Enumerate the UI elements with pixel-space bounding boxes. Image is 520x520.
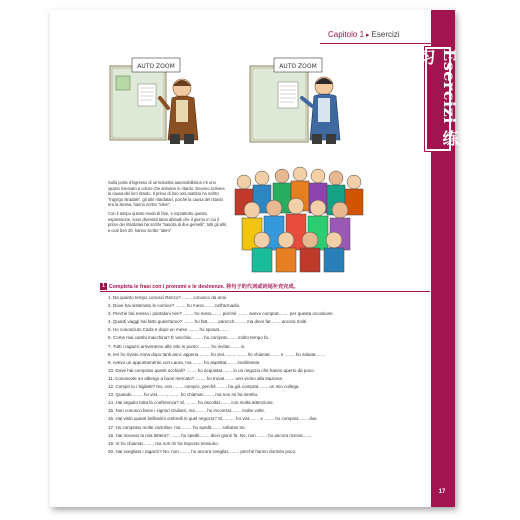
exercise-item: 5. Ho conosciuto Carla e dopo un mese ........ ho sposat........ xyxy=(108,327,230,333)
exercise-item: 11. Conoscete un albergo a buon mercato? ........ ho trovat........ uno vicino alla stazione. xyxy=(108,375,284,381)
exercise-item: 1. Da quanto tempo conosci Renzo? ........ conosco da anni. xyxy=(108,295,228,300)
exercise-item: 13. Quando ........ ho vist........, ........ ho chiamat........, ma non mi ha sentito. xyxy=(108,392,259,398)
exercise-title: Completa le frasi con i pronomi e le desinenze. xyxy=(109,284,225,290)
exercise-item: 14. Hai seguito tutta la conferenza? Sì, ........ ho ascoltat........ con molta attenzione. xyxy=(108,400,274,406)
exercise-item: 10. Dove hai comprato questi occhiali? ........ ho acquistat........ in un negozio che hanno aperto da poco. xyxy=(108,367,315,373)
exercise-list xyxy=(108,294,423,456)
esercizi-tab-label: Esercizi 练习 xyxy=(427,49,449,149)
section-label: Esercizi xyxy=(371,30,400,39)
exercise-item: 17. Ho comprato molte cartoline, ma ........ ho spedit........ soltanto tre. xyxy=(108,424,247,430)
illustration-right-graphic xyxy=(246,54,356,146)
exercise-heading xyxy=(100,283,430,290)
exercise-item: 3. Perché hai messo i pantaloni neri? ........ ho mess........ perché ........ avevo comprat........ per questa occasione. xyxy=(108,311,334,317)
sign-text-right: AUTO ZOOM xyxy=(279,63,317,70)
header-divider xyxy=(320,43,431,44)
illustration-right xyxy=(246,54,356,146)
exercise-item: 12. Compri tu i biglietti? No, non ........ compro, perché ........ ha già comprat........ un mio collega. xyxy=(108,384,300,390)
esercizi-tab xyxy=(417,46,459,152)
chapter-header xyxy=(328,30,400,39)
exercise-item: 6. Come mai cambi macchina? È vecchia; ........ ho comprat........ molto tempo fa. xyxy=(108,335,270,341)
page-number: 17 xyxy=(438,489,446,495)
exercise-item: 7. Tutti i ragazzi arriveranno alle otto in punto; ........ ho invitat........ io. xyxy=(108,343,246,349)
story-caption xyxy=(108,180,228,236)
caption-paragraph-1: Sulla porta d'ingresso di un'industria automobilistica c'è uno spazio riservato a coloro che arrivano in ritardo. Devono scrivere la causa del loro ritardo. Il primo di loro una mattina ha scritto "ingorgo stradale", gli altri ritardatari, poiché la causa del ritardo era la stessa, hanno scritto "idem". xyxy=(108,180,225,208)
textbook-page xyxy=(50,10,459,507)
caption-paragraph-2: Con il tempo questo modo di fare, e soprattutto questa espressione, sono diventati tanto abituali che il giorno in cui il primo dei ritardatari ha scritto "nascita di due gemelli", tutti gli altri, e cioè ben 20, hanno scritto "idem". xyxy=(108,210,228,233)
exercise-item: 16. Hai visto quanti bellissimi ombrelli in quel negozio? Sì, ........ ho vist........ e ........ ho comprat........ due. xyxy=(108,416,318,422)
illustration-crowd xyxy=(230,160,368,272)
exercise-title-cn: 将句子的代词或词尾补充完成。 xyxy=(226,284,299,290)
exercise-item: 2. Dove hai sistemato le cornice? ........ ho mess........ nell'armadio. xyxy=(108,303,241,309)
crowd-graphic xyxy=(230,160,368,272)
exercise-item: 20. Hai svegliato i ragazzi? No, non ........ ho ancora svegliat........, perché hanno dormito poco. xyxy=(108,448,297,454)
exercise-item: 15. Non conosco bene i signori Giuliani, ma ........ ho incontrat........ molte volte. xyxy=(108,408,266,414)
exercise-item: 4. Quanti viaggi hai fatto quest'anno? ........ ho fatt........ parecch........, ma devo far........ ancora molti. xyxy=(108,319,308,325)
exercise-number-badge: 1 xyxy=(100,283,107,290)
header-separator: ▸ xyxy=(366,32,370,39)
exercise-item: 18. Hai ricevuto la mia lettera? ........ ho spedit........ dieci giorni fa. No, non ........ ho ancora ricevut........ xyxy=(108,432,313,438)
exercise-divider xyxy=(100,291,430,292)
illustration-left-graphic xyxy=(102,54,214,146)
illustration-left xyxy=(102,54,214,146)
exercise-item: 19. Vi ho chiamat........, ma non mi ha risposto nessuno. xyxy=(108,440,219,446)
chapter-label: Capitolo 1 xyxy=(328,30,365,39)
sign-text-left: AUTO ZOOM xyxy=(137,63,175,70)
exercise-item: 8. Ieri ho rivisto Anna dopo tanti anni: appena ........ ho vist........, ........ ho chiamat........ e ........ ho salutat........ xyxy=(108,351,326,357)
exercise-item: 9. Avevo un appuntamento con Laura, ma ........ ho aspettat........ inutilmente. xyxy=(108,359,261,365)
